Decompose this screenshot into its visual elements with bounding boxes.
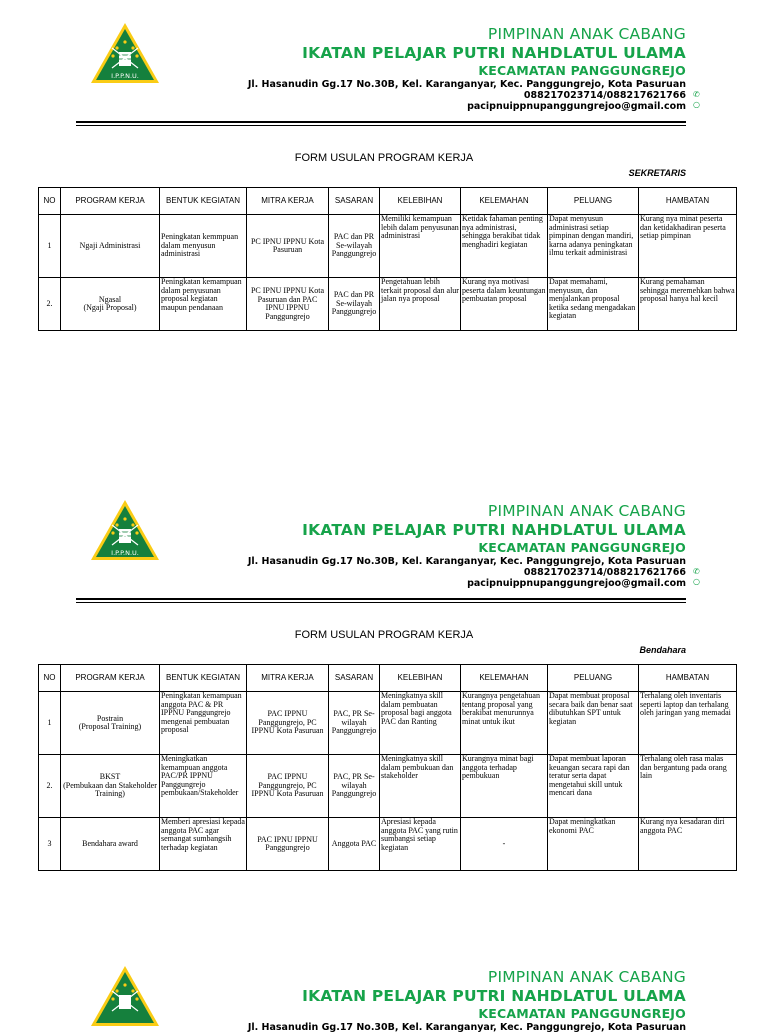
col-header-bentuk: BENTUK KEGIATAN [160,188,247,215]
table-row [39,215,737,278]
section-label: SEKRETARIS [628,168,686,178]
header-rule-thin [76,602,686,603]
cell-mitra: PAC IPNU IPPNU Panggungrejo [247,818,329,871]
cell-peluang: Dapat menyusun administrasi setiap pimpinan dengan mandiri, karna adanya peningkatan ilmu terkait administrasi [548,215,639,278]
col-header-hambatan: HAMBATAN [639,188,737,215]
table-row [39,278,737,331]
ippnu-logo [90,965,160,1027]
program-table-bendahara [38,664,737,871]
org-name-line-3: KECAMATAN PANGGUNGREJO [478,540,686,555]
col-header-program: PROGRAM KERJA [61,188,160,215]
col-header-mitra: MITRA KERJA [247,188,329,215]
cell-kelebihan: Meningkatnya skill dalam pembuatan proposal bagi anggota PAC dan Ranting [380,692,461,755]
col-header-mitra: MITRA KERJA [247,665,329,692]
cell-program: Postrain (Proposal Training) [61,692,160,755]
org-address: Jl. Hasanudin Gg.17 No.30B, Kel. Karanganyar, Kec. Panggungrejo, Kota Pasuruan [247,79,686,90]
col-header-sasaran: SASARAN [329,665,380,692]
col-header-bentuk: BENTUK KEGIATAN [160,665,247,692]
section-label: Bendahara [639,645,686,655]
cell-peluang: Dapat membuat laporan keuangan secara rapi dan teratur serta dapat mengetahui skill untuk mencari dana [548,755,639,818]
cell-no: 1 [39,692,61,755]
ippnu-logo [90,22,160,84]
cell-hambatan: Terhalang oleh rasa malas dan bergantung pada orang lain [639,755,737,818]
col-header-peluang: PELUANG [548,665,639,692]
table-row [39,818,737,871]
cell-program: Bendahara award [61,818,160,871]
table-header-row [39,665,737,692]
cell-program: Ngasal (Ngaji Proposal) [61,278,160,331]
cell-bentuk: Memberi apresiasi kepada anggota PAC agar semangat sumbangsih terhadap kegiatan [160,818,247,871]
org-email: pacipnuippnupanggungrejoo@gmail.com [467,578,686,589]
cell-sasaran: PAC dan PR Se-wilayah Panggungrejo [329,278,380,331]
cell-bentuk: Meningkatkan kemampuan anggota PAC/PR IPPNU Panggungrejo pembukaan/Stakeholder [160,755,247,818]
whatsapp-icon: ○ [693,577,700,586]
cell-kelemahan: Ketidak fahaman penting nya administrasi, sehingga berakibat tidak menghadiri kegiatan [461,215,548,278]
whatsapp-icon: ○ [693,100,700,109]
cell-no: 3 [39,818,61,871]
cell-no: 2. [39,755,61,818]
whatsapp-icon: ✆ [693,567,700,576]
program-table-sekretaris [38,187,737,331]
ippnu-logo [90,499,160,561]
cell-bentuk: Peningkatan kemampuan dalam penyusunan proposal kegiatan maupun pendanaan [160,278,247,331]
cell-bentuk: Peningkatan kemampuan anggota PAC & PR IPPNU Panggungrejo mengenai pembuatan proposal [160,692,247,755]
cell-no: 1 [39,215,61,278]
cell-mitra: PC IPNU IPPNU Kota Pasuruan dan PAC IPNU IPPNU Panggungrejo [247,278,329,331]
cell-mitra: PC IPNU IPPNU Kota Pasuruan [247,215,329,278]
org-name-line-2: IKATAN PELAJAR PUTRI NAHDLATUL ULAMA [302,521,686,539]
cell-peluang: Dapat memahami, menyusun, dan menjalankan proposal ketika sedang mengadakan kegiatan [548,278,639,331]
col-header-no: NO [39,665,61,692]
col-header-no: NO [39,188,61,215]
org-email: pacipnuippnupanggungrejoo@gmail.com [467,101,686,112]
cell-sasaran: PAC, PR Se-wilayah Panggungrejo [329,692,380,755]
org-address: Jl. Hasanudin Gg.17 No.30B, Kel. Karanganyar, Kec. Panggungrejo, Kota Pasuruan [247,1022,686,1033]
cell-no: 2. [39,278,61,331]
cell-hambatan: Kurang pemahaman sehingga meremehkan bahwa proposal hanya hal kecil [639,278,737,331]
cell-bentuk: Peningkatan kemmpuan dalam menyusun administrasi [160,215,247,278]
table-row [39,692,737,755]
col-header-kelebihan: KELEBIHAN [380,188,461,215]
org-phone: 088217023714/088217621766 [523,90,686,101]
cell-kelemahan: Kurangnya minat bagi anggota terhadap pembukuan [461,755,548,818]
cell-sasaran: PAC, PR Se-wilayah Panggungrejo [329,755,380,818]
header-rule-thin [76,125,686,126]
cell-peluang: Dapat membuat proposal secara baik dan benar saat dibutuhkan SPT untuk kegiatan [548,692,639,755]
cell-sasaran: Anggota PAC [329,818,380,871]
col-header-kelebihan: KELEBIHAN [380,665,461,692]
cell-hambatan: Kurang nya kesadaran diri anggota PAC [639,818,737,871]
form-title: FORM USULAN PROGRAM KERJA [294,629,474,641]
col-header-kelemahan: KELEMAHAN [461,665,548,692]
cell-mitra: PAC IPPNU Panggungrejo, PC IPPNU Kota Pasuruan [247,755,329,818]
org-name-line-1: PIMPINAN ANAK CABANG [487,25,686,43]
org-name-line-2: IKATAN PELAJAR PUTRI NAHDLATUL ULAMA [302,44,686,62]
cell-kelebihan: Memiliki kemampuan lebih dalam penyusunan administrasi [380,215,461,278]
cell-kelebihan: Pengetahuan lebih terkait proposal dan alur jalan nya proposal [380,278,461,331]
col-header-sasaran: SASARAN [329,188,380,215]
org-name-line-2: IKATAN PELAJAR PUTRI NAHDLATUL ULAMA [302,987,686,1005]
cell-hambatan: Terhalang oleh inventaris seperti laptop dan terhalang oleh jaringan yang memadai [639,692,737,755]
cell-kelemahan: Kurangnya pengetahuan tentang proposal yang berakibat menurunnya minat untuk ikut [461,692,548,755]
cell-mitra: PAC IPPNU Panggungrejo, PC IPPNU Kota Pasuruan [247,692,329,755]
whatsapp-icon: ✆ [693,90,700,99]
org-name-line-1: PIMPINAN ANAK CABANG [487,502,686,520]
cell-kelemahan: Kurang nya motivasi peserta dalam keuntungan pembuatan proposal [461,278,548,331]
cell-kelemahan: - [461,818,548,871]
org-name-line-1: PIMPINAN ANAK CABANG [487,968,686,986]
org-address: Jl. Hasanudin Gg.17 No.30B, Kel. Karanganyar, Kec. Panggungrejo, Kota Pasuruan [247,556,686,567]
table-header-row [39,188,737,215]
cell-program: BKST (Pembukaan dan Stakeholder Training) [61,755,160,818]
col-header-kelemahan: KELEMAHAN [461,188,548,215]
logo-text: I.P.P.N.U. [111,72,139,80]
org-phone: 088217023714/088217621766 [523,567,686,578]
cell-kelebihan: Apresiasi kepada anggota PAC yang rutin sumbangsi setiap kegiatan [380,818,461,871]
col-header-hambatan: HAMBATAN [639,665,737,692]
table-row [39,755,737,818]
col-header-program: PROGRAM KERJA [61,665,160,692]
logo-text: I.P.P.N.U. [111,549,139,557]
org-name-line-3: KECAMATAN PANGGUNGREJO [478,1006,686,1021]
cell-sasaran: PAC dan PR Se-wilayah Panggungrejo [329,215,380,278]
header-rule-thick [76,121,686,123]
cell-hambatan: Kurang nya minat peserta dan ketidakhadiran peserta setiap pimpinan [639,215,737,278]
cell-peluang: Dapat meningkatkan ekonomi PAC [548,818,639,871]
cell-kelebihan: Meningkatnya skill dalam pembukuan dan stakeholder [380,755,461,818]
header-rule-thick [76,598,686,600]
form-title: FORM USULAN PROGRAM KERJA [294,152,474,164]
org-name-line-3: KECAMATAN PANGGUNGREJO [478,63,686,78]
col-header-peluang: PELUANG [548,188,639,215]
cell-program: Ngaji Administrasi [61,215,160,278]
